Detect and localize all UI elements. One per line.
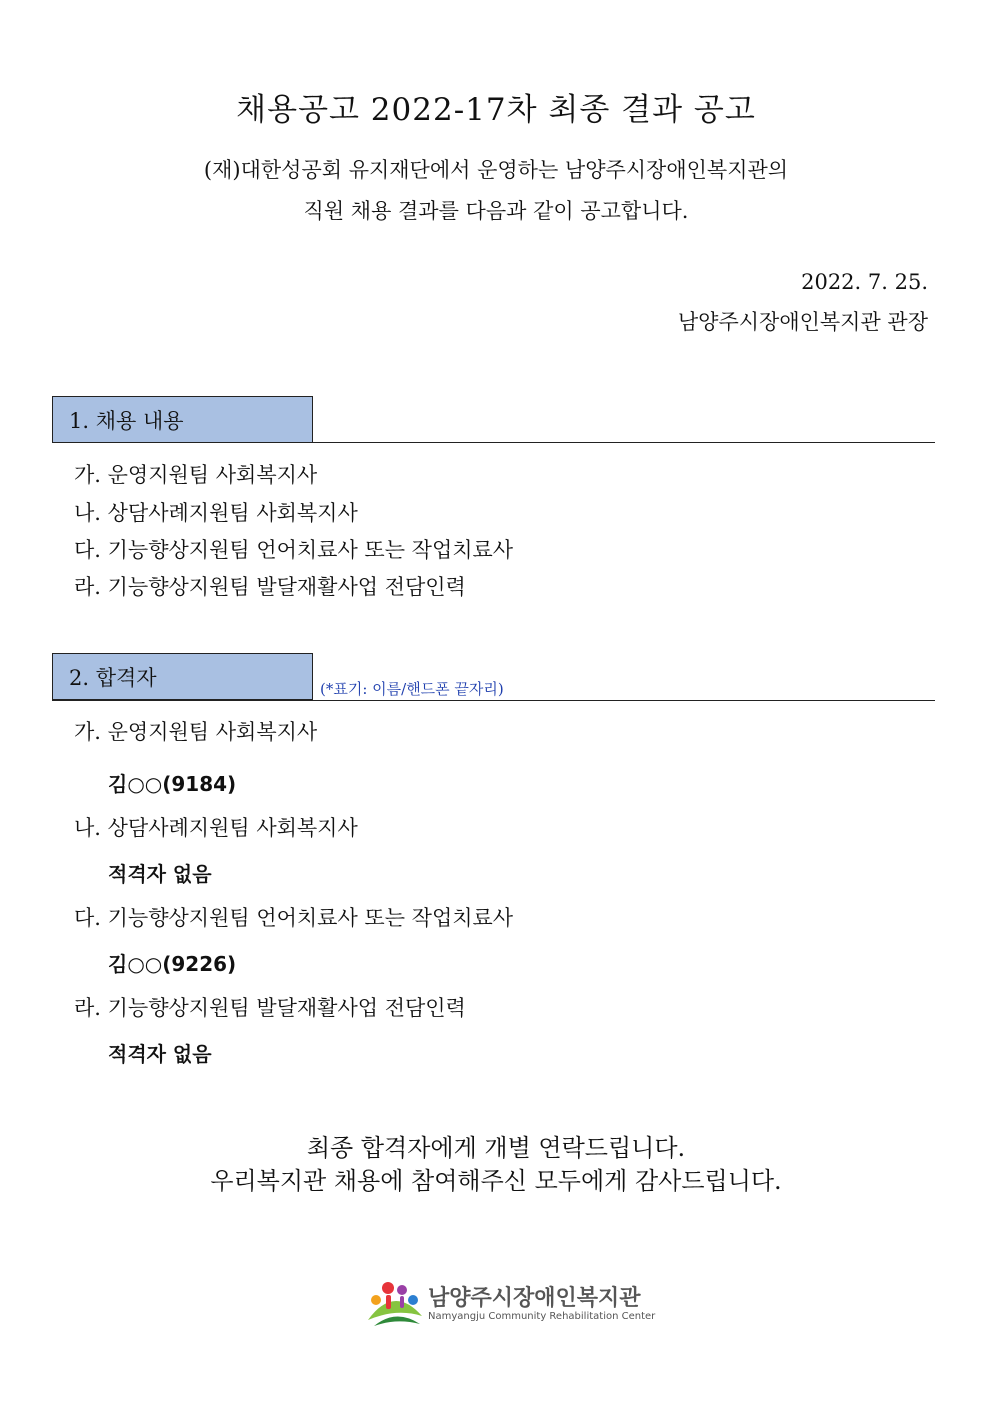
issuer: 남양주시장애인복지관 관장 [677, 310, 928, 334]
intro-line-1: (재)대한성공회 유지재단에서 운영하는 남양주시장애인복지관의 [203, 158, 789, 182]
section-1-item: 라. 기능향상지원팀 발달재활사업 전담인력 [74, 575, 466, 599]
result-group-label: 나. 상담사례지원팀 사회복지사 [74, 816, 358, 840]
section-2-heading [52, 653, 313, 700]
section-1-item: 다. 기능향상지원팀 언어치료사 또는 작업치료사 [74, 538, 514, 562]
result-group-label: 가. 운영지원팀 사회복지사 [74, 720, 318, 744]
result-value: 적격자 없음 [108, 862, 212, 886]
section-1-item: 가. 운영지원팀 사회복지사 [74, 463, 318, 487]
section-2-rule [52, 700, 935, 701]
center-logo-icon [366, 1278, 426, 1330]
section-2-heading-text: 2. 합격자 [69, 665, 157, 690]
closing-line-2: 우리복지관 채용에 참여해주신 모두에게 감사드립니다. [210, 1167, 782, 1195]
logo-name-korean: 남양주시장애인복지관 [428, 1286, 641, 1311]
section-1-heading-text: 1. 채용 내용 [69, 408, 184, 433]
page-title: 채용공고 2022-17차 최종 결과 공고 [236, 92, 756, 128]
result-value: 김○○(9226) [108, 952, 237, 976]
notice-date: 2022. 7. 25. [801, 270, 928, 294]
result-value: 적격자 없음 [108, 1042, 212, 1066]
closing-line-1: 최종 합격자에게 개별 연락드립니다. [306, 1134, 686, 1162]
section-1-rule [52, 442, 935, 443]
section-1-item: 나. 상담사례지원팀 사회복지사 [74, 501, 358, 525]
result-group-label: 다. 기능향상지원팀 언어치료사 또는 작업치료사 [74, 906, 514, 930]
intro-line-2: 직원 채용 결과를 다음과 같이 공고합니다. [303, 199, 689, 223]
result-value: 김○○(9184) [108, 772, 237, 796]
section-1-heading [52, 396, 313, 443]
notation-note: (*표기: 이름/핸드폰 끝자리) [320, 680, 504, 698]
result-group-label: 라. 기능향상지원팀 발달재활사업 전담인력 [74, 996, 466, 1020]
logo-name-english: Namyangju Community Rehabilitation Center [428, 1311, 656, 1322]
